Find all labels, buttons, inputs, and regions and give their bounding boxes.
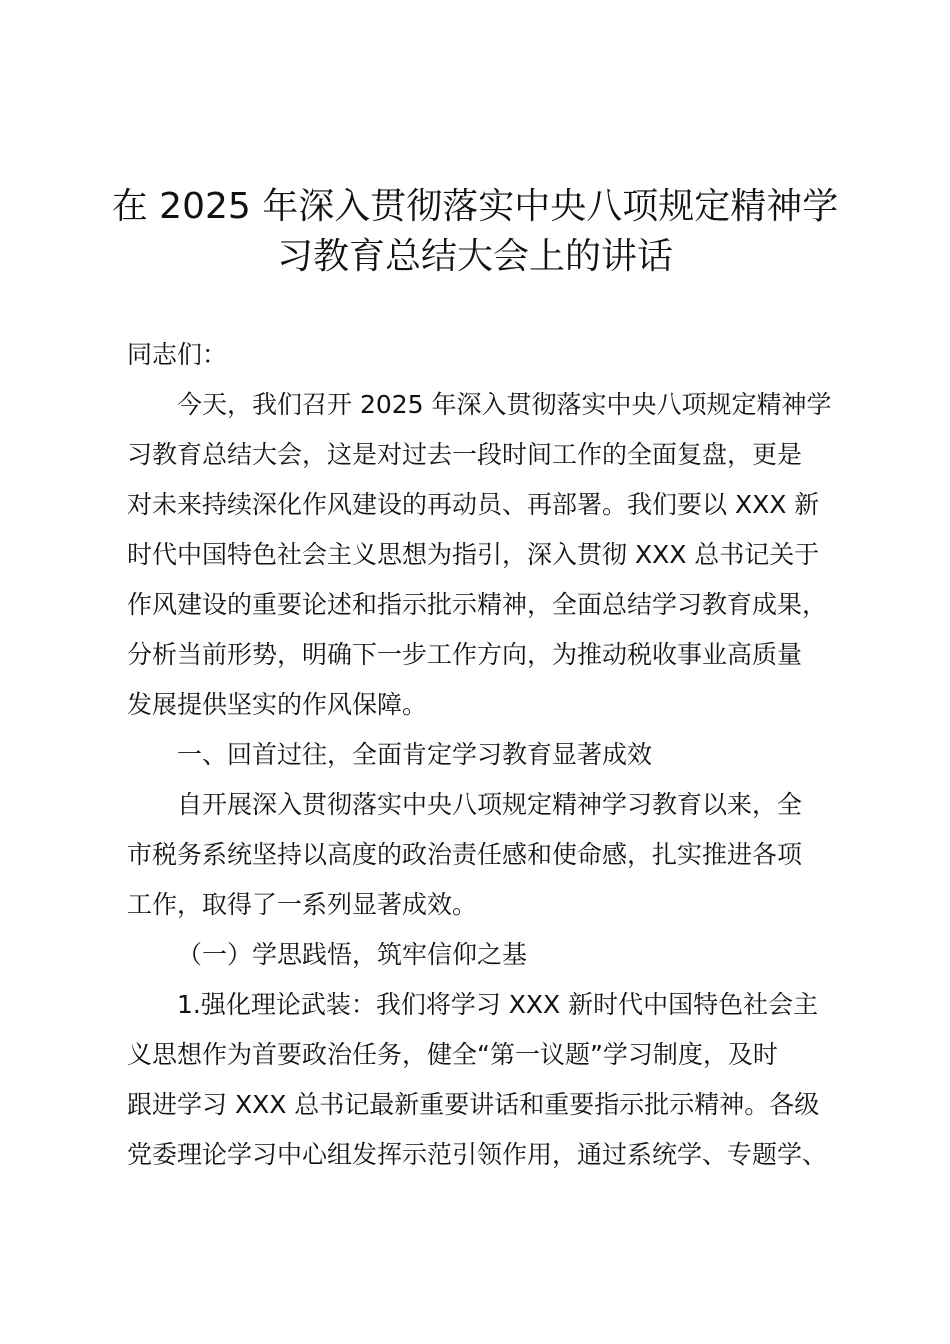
salutation: 同志们：	[127, 340, 228, 369]
item-1-paragraph-line: 跟进学习 XXX 总书记最新重要讲话和重要指示批示精神。各级	[127, 1090, 820, 1119]
intro-paragraph-line: 今天，我们召开 2025 年深入贯彻落实中央八项规定精神学	[177, 390, 832, 419]
section-1-paragraph-line: 市税务系统坚持以高度的政治责任感和使命感，扎实推进各项	[127, 840, 803, 869]
document-title-line-1: 在 2025 年深入贯彻落实中央八项规定精神学	[111, 186, 839, 227]
document-title-line-2: 习教育总结大会上的讲话	[276, 236, 673, 277]
intro-paragraph-line: 时代中国特色社会主义思想为指引，深入贯彻 XXX 总书记关于	[127, 540, 820, 569]
subsection-1-heading: （一）学思践悟，筑牢信仰之基	[177, 940, 528, 969]
intro-paragraph-line: 发展提供坚实的作风保障。	[127, 690, 428, 719]
item-1-paragraph-line: 1.强化理论武装：我们将学习 XXX 新时代中国特色社会主	[177, 990, 819, 1019]
intro-paragraph-line: 对未来持续深化作风建设的再动员、再部署。我们要以 XXX 新	[127, 490, 820, 519]
item-1-paragraph-line: 义思想作为首要政治任务，健全“第一议题”学习制度，及时	[127, 1040, 778, 1069]
intro-paragraph-line: 习教育总结大会，这是对过去一段时间工作的全面复盘，更是	[127, 440, 803, 469]
intro-paragraph-line: 作风建设的重要论述和指示批示精神，全面总结学习教育成果，	[127, 590, 828, 619]
section-1-paragraph-line: 自开展深入贯彻落实中央八项规定精神学习教育以来，全	[177, 790, 803, 819]
item-1-paragraph-line: 党委理论学习中心组发挥示范引领作用，通过系统学、专题学、	[127, 1140, 828, 1169]
section-1-paragraph-line: 工作，取得了一系列显著成效。	[127, 890, 478, 919]
section-1-heading: 一、回首过往，全面肯定学习教育显著成效	[177, 740, 653, 769]
intro-paragraph-line: 分析当前形势，明确下一步工作方向，为推动税收事业高质量	[127, 640, 803, 669]
